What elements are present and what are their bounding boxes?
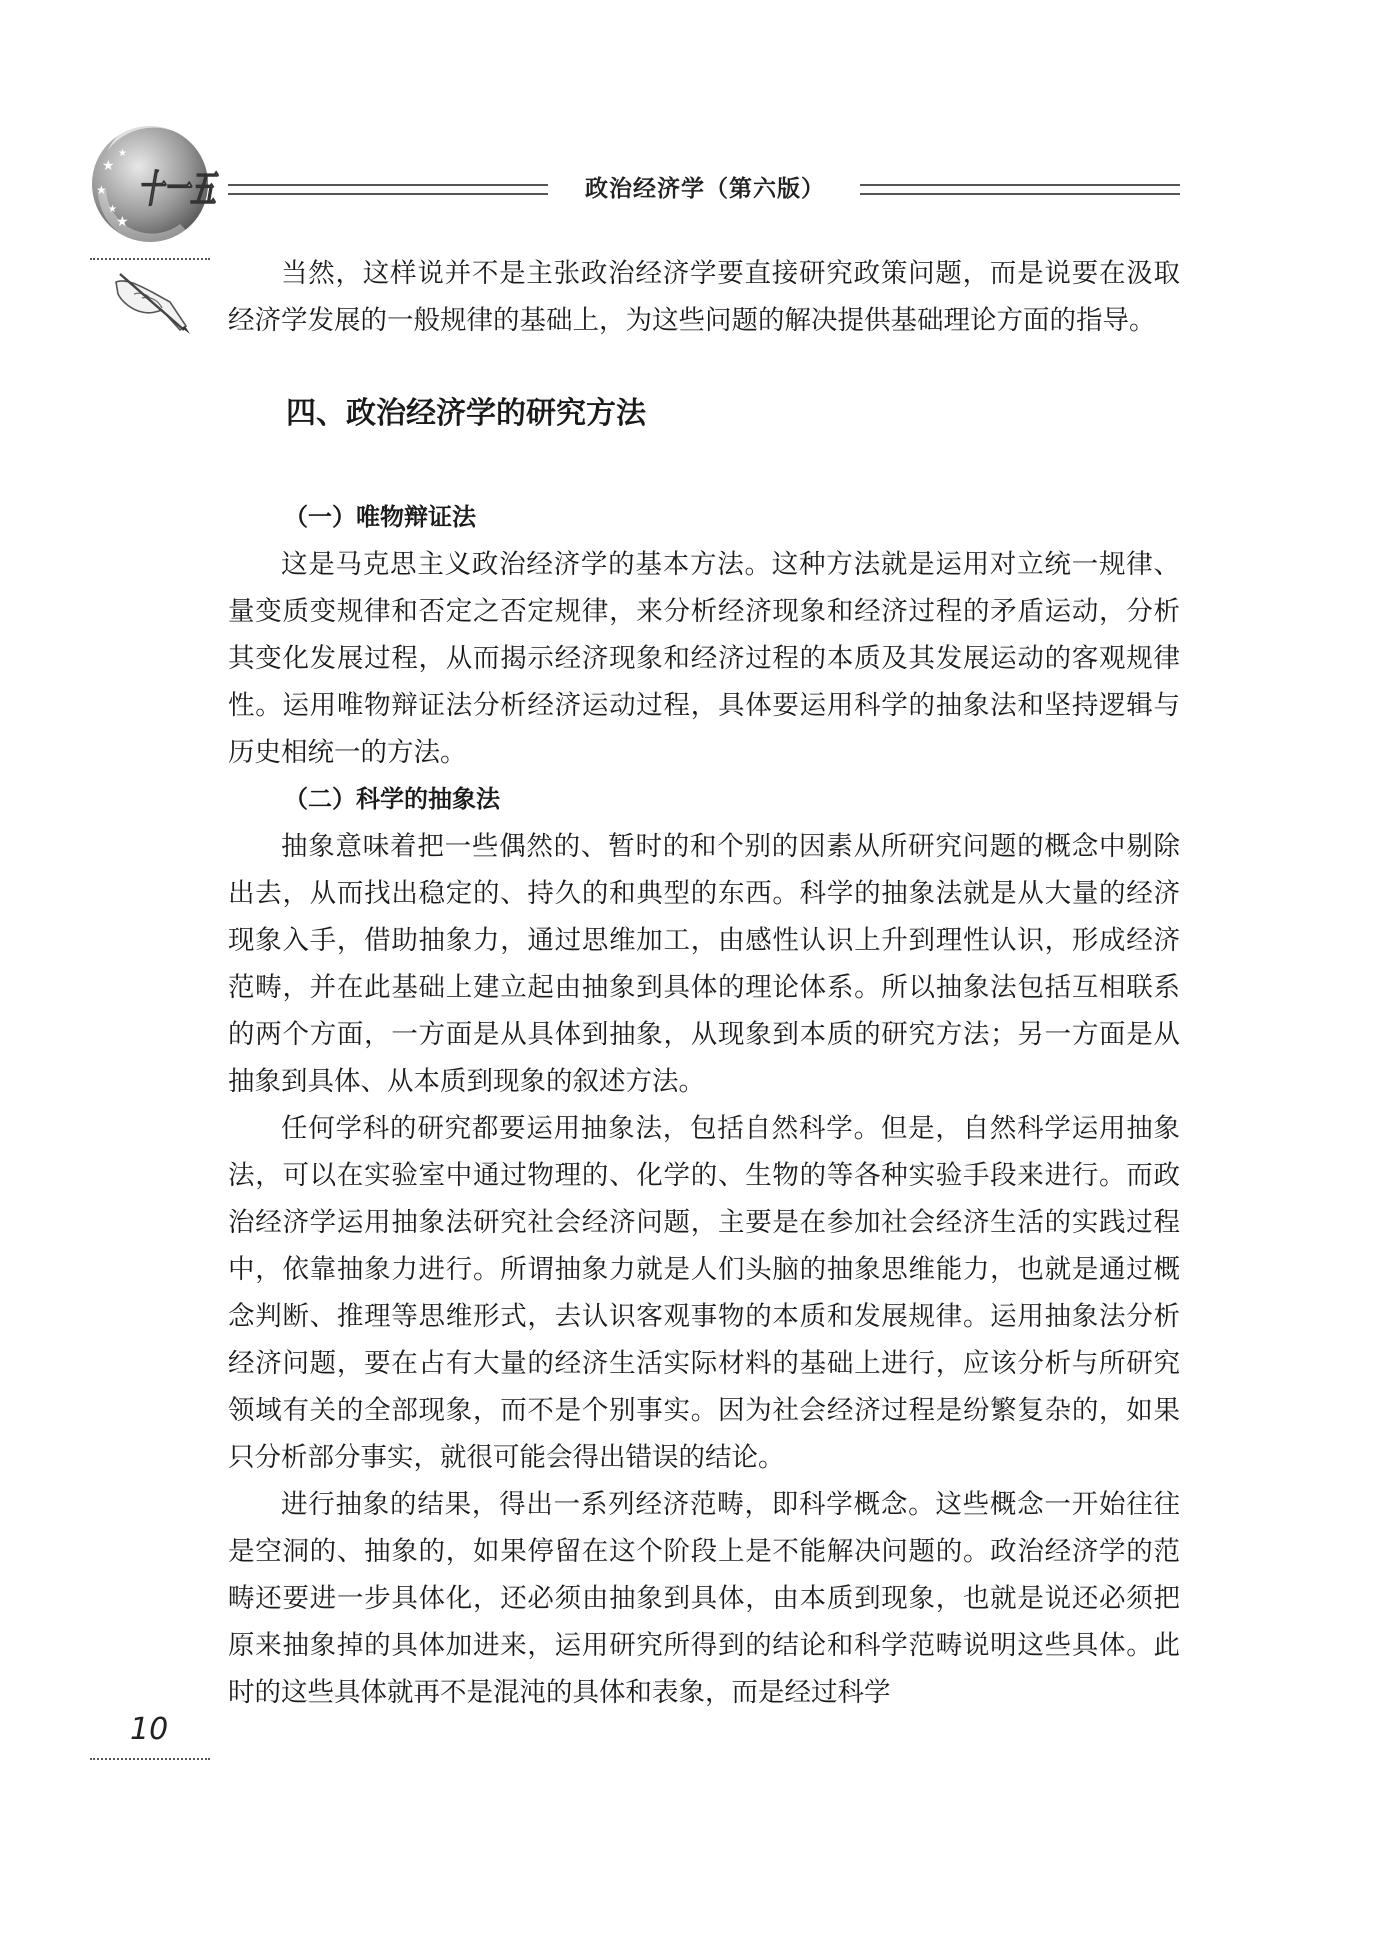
header-rule-left (228, 184, 548, 195)
svg-text:★: ★ (96, 183, 107, 197)
svg-text:★: ★ (108, 204, 117, 215)
page-number: 10 (130, 1712, 169, 1747)
margin-divider-bottom (90, 1758, 210, 1760)
margin-divider-top (90, 258, 210, 260)
page-body (228, 250, 1180, 1716)
paragraph: 这是马克思主义政治经济学的基本方法。这种方法就是运用对立统一规律、量变质变规律和否定之否定规律，来分析经济现象和经济过程的矛盾运动，分析其变化发展过程，从而揭示经济现象和经济过程的本质及其发展运动的客观规律性。运用唯物辩证法分析经济运动过程，具体要运用科学的抽象法和坚持逻辑与历史相统一的方法。 (228, 549, 1180, 768)
svg-text:★: ★ (116, 214, 129, 230)
header-rule-right (860, 184, 1180, 195)
paragraph: 任何学科的研究都要运用抽象法，包括自然科学。但是，自然科学运用抽象法，可以在实验室中通过物理的、化学的、生物的等各种实验手段来进行。而政治经济学运用抽象法研究社会经济问题，主要是在参加社会经济生活的实践过程中，依靠抽象力进行。所谓抽象力就是人们头脑的抽象思维能力，也就是通过概念判断、推理等思维形式，去认识客观事物的本质和发展规律。运用抽象法分析经济问题，要在占有大量的经济生活实际材料的基础上进行，应该分析与所研究领域有关的全部现象，而不是个别事实。因为社会经济过程是纷繁复杂的，如果只分析部分事实，就很可能会得出错误的结论。 (228, 1113, 1180, 1473)
paragraph: 抽象意味着把一些偶然的、暂时的和个别的因素从所研究问题的概念中剔除出去，从而找出稳定的、持久的和典型的东西。科学的抽象法就是从大量的经济现象入手，借助抽象力，通过思维加工，由感性认识上升到理性认识，形成经济范畴，并在此基础上建立起由抽象到具体的理论体系。所以抽象法包括互相联系的两个方面，一方面是从具体到抽象，从现象到本质的研究方法；另一方面是从抽象到具体、从本质到现象的叙述方法。 (228, 831, 1180, 1097)
running-header-title: 政治经济学（第六版） (585, 176, 825, 202)
series-logo (88, 120, 218, 250)
subsection-heading-1: （一）唯物辩证法 (284, 503, 476, 531)
writing-hand-icon (112, 268, 192, 336)
paragraph: 进行抽象的结果，得出一系列经济范畴，即科学概念。这些概念一开始往往是空洞的、抽象的，如果停留在这个阶段上是不能解决问题的。政治经济学的范畴还要进一步具体化，还必须由抽象到具体，由本质到现象，也就是说还必须把原来抽象掉的具体加进来，运用研究所得到的结论和科学范畴说明这些具体。此时的这些具体就再不是混沌的具体和表象，而是经过科学 (228, 1489, 1180, 1708)
svg-text:★: ★ (118, 148, 127, 159)
subsection-heading-2: （二）科学的抽象法 (284, 785, 500, 813)
section-heading: 四、政治经济学的研究方法 (286, 396, 646, 431)
logo-text: 十一五 (138, 167, 219, 211)
svg-text:★: ★ (102, 158, 115, 174)
intro-paragraph: 当然，这样说并不是主张政治经济学要直接研究政策问题，而是说要在汲取经济学发展的一般规律的基础上，为这些问题的解决提供基础理论方面的指导。 (228, 258, 1180, 336)
